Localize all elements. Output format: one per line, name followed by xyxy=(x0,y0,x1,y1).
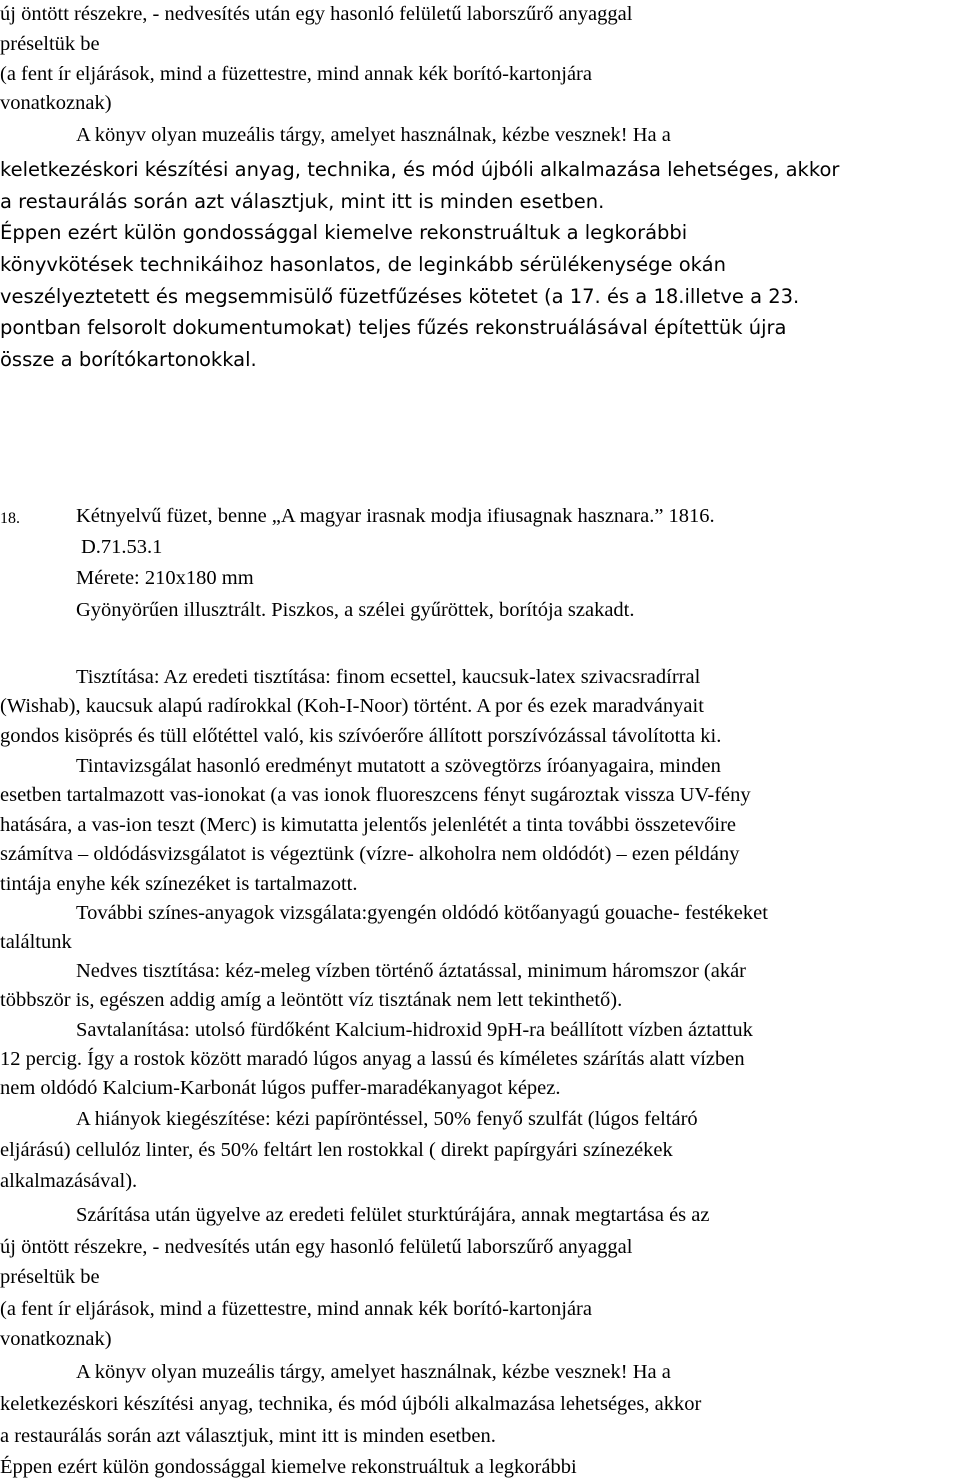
text-line: keletkezéskori készítési anyag, technika, és mód újbóli alkalmazása lehetséges, akkor xyxy=(0,158,840,181)
text-line: préseltük be xyxy=(0,33,100,55)
text-line: a restaurálás során azt választjuk, mint itt is minden esetben. xyxy=(0,190,605,213)
text-line: keletkezéskori készítési anyag, technika, és mód újbóli alkalmazása lehetséges, akkor xyxy=(0,1393,702,1415)
text-line: A hiányok kiegészítése: kézi papíröntéssel, 50% fenyő szulfát (lúgos feltáró xyxy=(76,1108,698,1130)
text-line: össze a borítókartonokkal. xyxy=(0,348,257,371)
text-line: alkalmazásával). xyxy=(0,1170,138,1192)
text-line: Szárítása után ügyelve az eredeti felület sturktúrájára, annak megtartása és az xyxy=(76,1204,710,1226)
text-line: Éppen ezért külön gondossággal kiemelve rekonstruáltuk a legkorábbi xyxy=(0,1456,577,1478)
text-line: További színes-anyagok vizsgálata:gyengén oldódó kötőanyagú gouache- festékeket xyxy=(76,902,768,924)
item-condition: Gyönyörűen illusztrált. Piszkos, a szélei gyűröttek, borítója szakadt. xyxy=(76,599,635,621)
item-number: 18. xyxy=(0,510,20,527)
text-line: tintája enyhe kék színezéket is tartalmazott. xyxy=(0,873,358,895)
text-line: préseltük be xyxy=(0,1266,100,1288)
text-line: (a fent ír eljárások, mind a füzettestre, mind annak kék borító-kartonjára xyxy=(0,63,592,85)
text-line: A könyv olyan muzeális tárgy, amelyet használnak, kézbe vesznek! Ha a xyxy=(76,124,671,146)
item-title: Kétnyelvű füzet, benne „A magyar irasnak modja ifiusagnak hasznara.” 1816. xyxy=(76,505,715,527)
text-line: Tintavizsgálat hasonló eredményt mutatott a szövegtörzs íróanyagaira, minden xyxy=(76,755,721,777)
text-line: esetben tartalmazott vas-ionokat (a vas ionok fluoreszcens fényt sugároztak vissza UV-fény xyxy=(0,784,751,806)
item-size: Mérete: 210x180 mm xyxy=(76,567,254,589)
text-line: (a fent ír eljárások, mind a füzettestre, mind annak kék borító-kartonjára xyxy=(0,1298,592,1320)
text-line: A könyv olyan muzeális tárgy, amelyet használnak, kézbe vesznek! Ha a xyxy=(76,1361,671,1383)
text-line: 12 percig. Így a rostok között maradó lúgos anyag a lassú és kíméletes szárítás alatt vízben xyxy=(0,1048,745,1070)
text-line: a restaurálás során azt választjuk, mint itt is minden esetben. xyxy=(0,1425,496,1447)
text-line: találtunk xyxy=(0,931,72,953)
text-line: többször is, egészen addig amíg a leöntött víz tisztának nem lett tekinthető). xyxy=(0,989,623,1011)
text-line: könyvkötések technikáihoz hasonlatos, de leginkább sérülékenysége okán xyxy=(0,253,726,276)
text-line: gondos kisöprés és tüll előtéttel való, kis szívóerőre állított porszívózással távolította ki. xyxy=(0,725,722,747)
text-line: hatására, a vas-ion teszt (Merc) is kimutatta jelentős jelenlétét a tinta további összetevőire xyxy=(0,814,737,836)
text-line: pontban felsorolt dokumentumokat) teljes fűzés rekonstruálásával építettük újra xyxy=(0,316,787,339)
text-line: vonatkoznak) xyxy=(0,92,112,114)
text-line: vonatkoznak) xyxy=(0,1328,112,1350)
text-line: veszélyeztetett és megsemmisülő füzetfűzéses kötetet (a 17. és a 18.illetve a 23. xyxy=(0,285,800,308)
text-line: Nedves tisztítása: kéz-meleg vízben történő áztatással, minimum háromszor (akár xyxy=(76,960,746,982)
text-line: eljárású) cellulóz linter, és 50% feltárt len rostokkal ( direkt papírgyári színezékek xyxy=(0,1139,673,1161)
text-line: Éppen ezért külön gondossággal kiemelve rekonstruáltuk a legkorábbi xyxy=(0,221,688,244)
text-line: új öntött részekre, - nedvesítés után egy hasonló felületű laborszűrő anyaggal xyxy=(0,3,633,25)
text-line: Savtalanítása: utolsó fürdőként Kalcium-hidroxid 9pH-ra beállított vízben áztattuk xyxy=(76,1019,753,1041)
text-line: számítva – oldódásvizsgálatot is végeztünk (vízre- alkoholra nem oldódót) – ezen példány xyxy=(0,843,740,865)
text-line: nem oldódó Kalcium-Karbonát lúgos puffer-maradékanyagot képez. xyxy=(0,1077,561,1099)
item-signature: D.71.53.1 xyxy=(81,536,163,558)
text-line: Tisztítása: Az eredeti tisztítása: finom ecsettel, kaucsuk-latex szivacsradírral xyxy=(76,666,701,688)
text-line: (Wishab), kaucsuk alapú radírokkal (Koh-I-Noor) történt. A por és ezek maradványait xyxy=(0,695,704,717)
text-line: új öntött részekre, - nedvesítés után egy hasonló felületű laborszűrő anyaggal xyxy=(0,1236,633,1258)
